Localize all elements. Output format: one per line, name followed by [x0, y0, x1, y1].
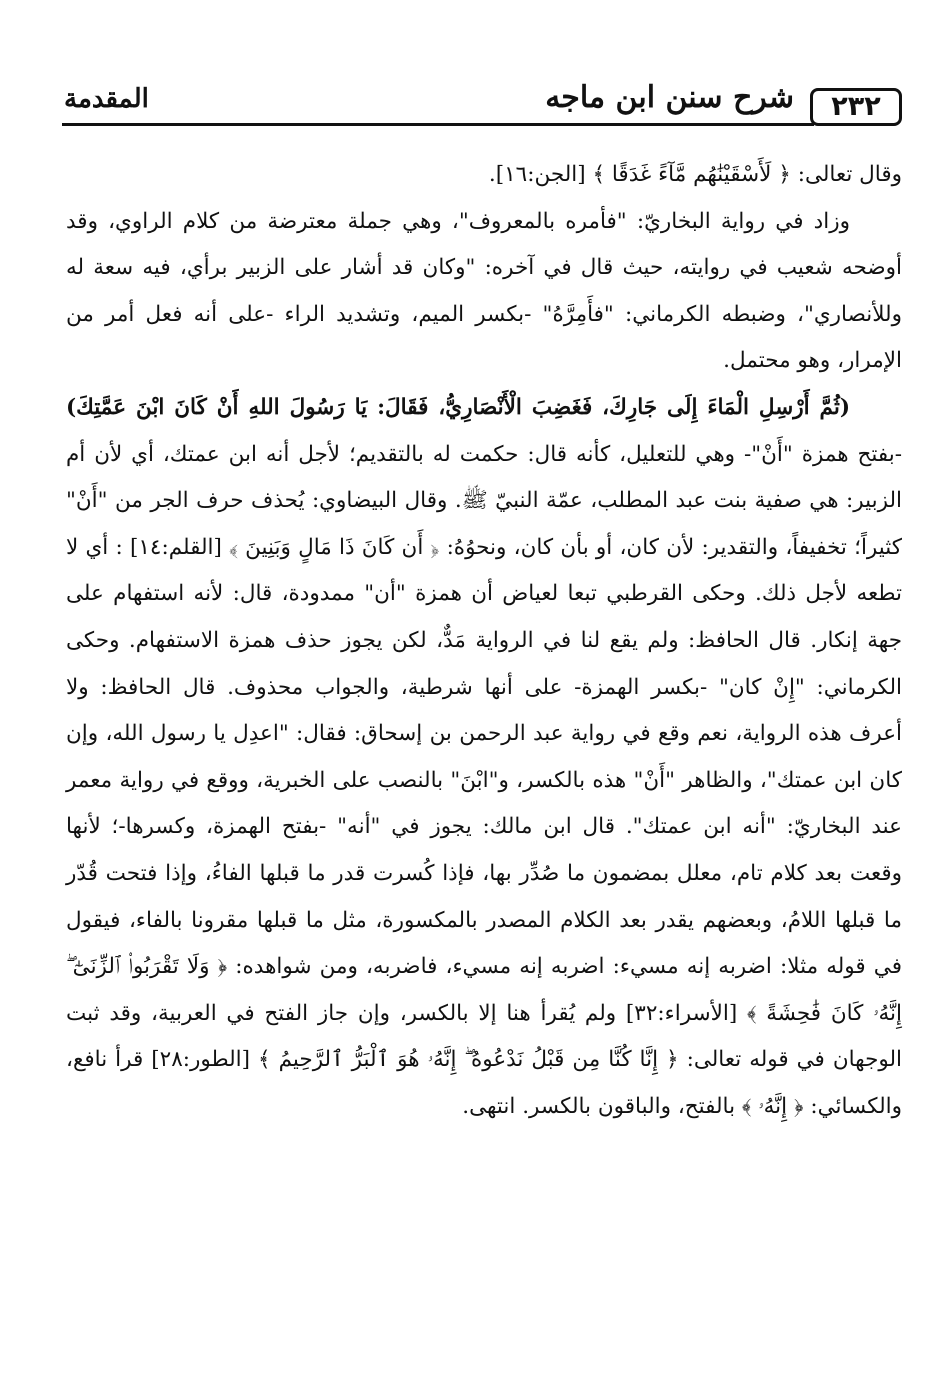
paragraph-hadith-commentary: [66, 385, 902, 1131]
page-number: ٢٣٢: [810, 88, 902, 126]
commentary-text: -بفتح همزة "أَنْ"- وهي للتعليل، كأنه قال: حكمت له بالتقديم؛ لأجل أنه ابن عمتك، أي لأن أم الزبير: هي صفية بنت عبد المطلب، عمّة النبيّ ﷺ. وقال البيضاوي: يُحذف حرف الجر من "أَنْ" كثيراً؛ تخفيفاً، والتقدير: لأن كان، أو بأن كان، ونحوُهُ: ﴿ أَن كَانَ ذَا مَالٍ وَبَنِينَ ﴾ [القلم:١٤] : أي لا تطعه لأجل ذلك. وحكى القرطبي تبعا لعياض أن همزة "أن" ممدودة، قال: لأنه استفهام على جهة إنكار. قال الحافظ: ولم يقع لنا في الرواية مَدٌّ، لكن يجوز حذف همزة الاستفهام. وحكى الكرماني: "إِنْ كان" -بكسر الهمزة- على أنها شرطية، والجواب محذوف. قال الحافظ: ولا أعرف هذه الرواية، نعم وقع في رواية عبد الرحمن بن إسحاق: فقال: "اعدِل يا رسول الله، وإن كان ابن عمتك"، والظاهر "أَنْ" هذه بالكسر، و"ابْنَ" بالنصب على الخبرية، ووقع في رواية معمر عند البخاريّ: "أنه ابن عمتك". قال ابن مالك: يجوز في "أنه" -بفتح الهمزة، وكسرها-؛ لأنها وقعت بعد كلام تام، معلل بمضمون ما صُدِّر بها، فإذا كُسرت قدر ما قبلها الفاءُ، وإذا فتحت قُدّر ما قبلها اللامُ، وبعضهم يقدر بعد الكلام المصدر بالمكسورة، مثل ما قبلها مقرونا بالفاء، فيقول في قوله مثلا: اضربه إنه مسيء: اضربه إنه مسيء، فاضربه، ومن شواهده: ﴿ وَلَا تَقْرَبُوا۟ ٱلزِّنَىٰٓ ۖ إِنَّهُۥ كَانَ فَٰحِشَةً ﴾ [الأسراء:٣٢] ولم يُقرأ هنا إلا بالكسر، وإن جاز الفتح في العربية، وقد ثبت الوجهان في قوله تعالى: ﴿ إِنَّا كُنَّا مِن قَبْلُ نَدْعُوهُ ۖ إِنَّهُۥ هُوَ ٱلْبَرُّ ٱلرَّحِيمُ ﴾ [الطور:٢٨] قرأ نافع، والكسائي: ﴿ إِنَّهُۥ ﴾ بالفتح، والباقون بالكسر. انتهى.: [66, 441, 902, 1119]
paragraph-quran-quote: وقال تعالى: ﴿ لَأَسْقَيْنَٰهُم مَّآءً غَدَقًا ﴾ [الجن:١٦].: [488, 162, 902, 187]
page-header: [62, 78, 902, 128]
body-text: [66, 152, 902, 1130]
section-title: المقدمة: [64, 84, 149, 114]
hadith-text: (ثُمَّ أَرْسِلِ الْمَاءَ إِلَى جَارِكَ، فَغَضِبَ الْأَنْصَارِيُّ، فَقَالَ: يَا رَسُولَ اللهِ أَنْ كَانَ ابْنَ عَمَّتِكَ): [66, 394, 850, 420]
paragraph-bukhari-note: وزاد في رواية البخاريّ: "فأمره بالمعروف"، وهي جملة معترضة من كلام الراوي، وقد أوضحه شعيب في روايته، حيث قال في آخره: "وكان قد أشار على الزبير برأي، فيه سعة له وللأنصاري"، وضبطه الكرماني: "فأَمِرَّهُ" -بكسر الميم، وتشديد الراء -على أنه فعل أمر من الإمرار، وهو محتمل.: [66, 208, 902, 374]
book-title: شرح سنن ابن ماجه: [545, 80, 794, 115]
header-rule: [62, 123, 814, 126]
